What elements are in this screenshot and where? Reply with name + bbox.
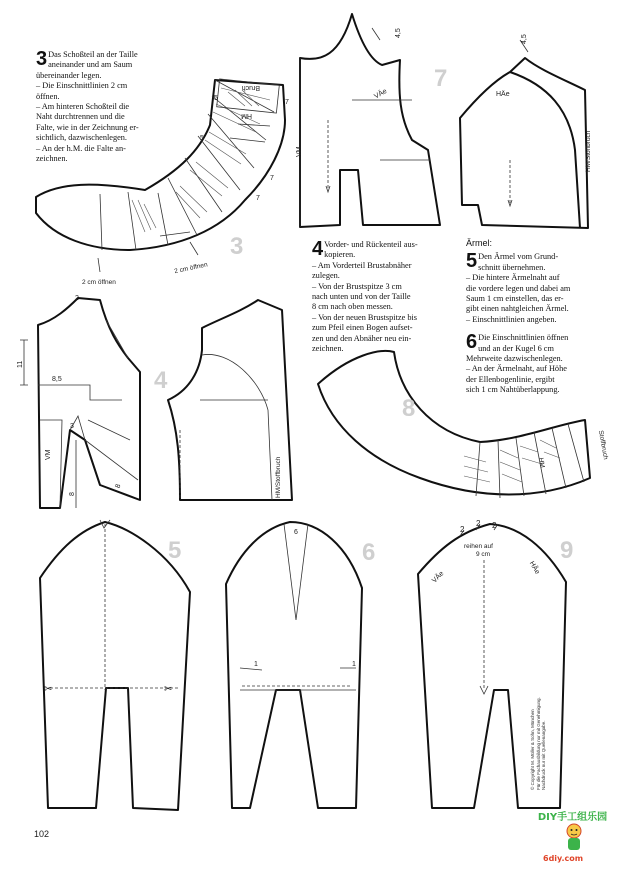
- step-6-line: der Ellenbogenlinie, ergibt: [466, 374, 555, 384]
- step-4-line: zum Pfeil einen Bogen aufset-: [312, 323, 413, 333]
- fig3-mark-7a: 7: [285, 99, 289, 106]
- fig6-sleeve-outline: [226, 522, 362, 808]
- fig7-front-outline: [300, 14, 440, 227]
- fig6-number: 6: [362, 539, 376, 566]
- fig8-hm-label: HM: [536, 457, 546, 469]
- step-5-block: [466, 252, 604, 325]
- fig9-mark-2c: 2: [492, 521, 497, 530]
- instruction-aermel: [466, 238, 604, 396]
- step-3-numeral: 3: [36, 48, 48, 70]
- fig4-mark-85: 8,5: [52, 376, 62, 383]
- fig4-number: 4: [154, 367, 168, 394]
- fig9-vae-label: VÄe: [431, 570, 446, 585]
- instruction-step-3: [36, 50, 186, 164]
- step-5-line: gibt einen nahtgleichen Ärmel.: [466, 304, 569, 314]
- fig7-back-outline: [460, 58, 588, 228]
- fig3-stoffbruch-label: Bruch: [241, 84, 260, 91]
- step-5-line: schnitt übernehmen.: [478, 262, 546, 272]
- fig3-hm-label: HM: [241, 112, 252, 119]
- step-4-line: zen und den Abnäher neu ein-: [312, 333, 412, 343]
- step-4-line: – Am Vorderteil Brustabnäher: [312, 260, 412, 270]
- fig9-mark-2b: 2: [476, 519, 481, 528]
- fig4-hm-label: HM/Stoffbruch: [275, 456, 282, 498]
- fig6-mark-1a: 1: [254, 661, 258, 668]
- step-4-numeral: 4: [312, 238, 324, 260]
- fig9-reihen-label: reihen auf: [464, 543, 493, 550]
- step-5-line: die vordere legen und dabei am: [466, 283, 571, 293]
- fig9-reihen-value: 9 cm: [476, 551, 491, 558]
- step-6-line: Mehrweite dazwischenlegen.: [466, 354, 563, 364]
- fig7-vm-label: VM: [296, 146, 303, 157]
- step-5-line: Saum 1 cm einstellen, das er-: [466, 294, 564, 304]
- fig4-mark-8b: 8: [114, 483, 123, 490]
- mascot-icon: [563, 822, 585, 852]
- step-4-line: nach unten und von der Taille: [312, 292, 411, 302]
- fig4-mark-8a: 8: [69, 492, 76, 496]
- figure-5-sleeve: [40, 520, 190, 810]
- step-6-numeral: 6: [466, 331, 478, 354]
- fig9-hae-label: HÄe: [527, 560, 541, 576]
- figure-6-sleeve: [226, 522, 375, 808]
- figure-4-bodice: [17, 295, 292, 508]
- site-watermark: [535, 808, 610, 868]
- instruction-step-4: [312, 240, 457, 354]
- fig5-number: 5: [168, 537, 182, 564]
- step-5-line: Den Ärmel vom Grund-: [478, 252, 559, 262]
- fig4-vm-label: VM: [45, 449, 52, 460]
- step-3-line: übereinander legen.: [36, 70, 102, 80]
- step-3-line: zeichnen.: [36, 154, 68, 164]
- fig4-mark-11: 11: [17, 360, 24, 368]
- step-6-line: – An der Ärmelnaht, auf Höhe: [466, 364, 567, 374]
- fig7-mark-45a: 4,5: [395, 28, 402, 38]
- step-4-line: kopieren.: [324, 250, 356, 260]
- watermark-text: DIY手工组乐园: [537, 812, 608, 823]
- figure-9-sleeve: [418, 519, 573, 808]
- step-3-line: sichtlich, dazwischenlegen.: [36, 133, 128, 143]
- fig5-sleeve-outline: [40, 522, 190, 810]
- fig8-stoffbruch-label: Stoffbruch: [596, 429, 609, 461]
- step-3-line: – An der h.M. die Falte an-: [36, 143, 126, 153]
- fig3-open-label-1: 2 cm öffnen: [82, 279, 116, 286]
- fig6-mark-6: 6: [294, 529, 298, 536]
- fig7-number: 7: [434, 65, 448, 92]
- copyright-line: Nachdruck nur mit Quellenangabe.: [541, 720, 546, 790]
- step-5-numeral: 5: [466, 250, 478, 273]
- step-4-line: 8 cm nach oben messen.: [312, 302, 393, 312]
- step-5-line: – Die hintere Ärmelnaht auf: [466, 273, 560, 283]
- fig9-number: 9: [560, 537, 574, 564]
- fig5-scissors-left: ✂: [44, 684, 53, 695]
- fig3-mark-5a: 5: [214, 95, 218, 102]
- step-6-line: Die Einschnittlinien öffnen: [478, 333, 569, 343]
- step-6-line: sich 1 cm Nahtüberlappung.: [466, 385, 560, 395]
- fig3-open-label-2: 2 cm öffnen: [173, 261, 209, 276]
- step-3-line: Falte, wie in der Zeichnung er-: [36, 122, 139, 132]
- copyright-note: [527, 560, 547, 790]
- step-6-line: und an der Kugel 6 cm: [478, 343, 554, 353]
- fig7-hm-label: HM/Stoffbruch: [585, 130, 592, 172]
- step-3-line: öffnen.: [36, 91, 60, 101]
- step-3-line: aneinander und am Saum: [48, 60, 133, 70]
- fig4-front-outline: [38, 298, 140, 508]
- copyright-line: Für die Fachausbildung nur mit Genehmigung.: [535, 697, 541, 790]
- step-4-line: zulegen.: [312, 271, 340, 281]
- step-3-line: Naht durchtrennen und die: [36, 112, 125, 122]
- aermel-heading: Ärmel:: [466, 238, 493, 248]
- step-4-line: – Von der neuen Brustspitze bis: [312, 312, 418, 322]
- fig5-scissors-right: ✂: [164, 684, 173, 695]
- fig3-mark-7b: 7: [270, 175, 274, 182]
- fig3-mark-7c: 7: [256, 195, 260, 202]
- step-3-line: – Die Einschnittlinien 2 cm: [36, 81, 128, 91]
- fig3-number: 3: [230, 233, 244, 260]
- step-3-line: – Am hinteren Schoßteil die: [36, 102, 130, 112]
- fig8-number: 8: [402, 395, 416, 422]
- fig7-mark-45b: 4,5: [521, 34, 528, 44]
- watermark-site: 6diy.com: [543, 854, 584, 863]
- page-number: 102: [34, 829, 50, 839]
- step-4-line: zeichnen.: [312, 344, 344, 354]
- figure-7-bodice: [296, 14, 592, 228]
- step-6-block: [466, 333, 604, 395]
- step-4-line: Vorder- und Rückenteil aus-: [324, 240, 418, 249]
- fig3-mark-5b: 5: [200, 135, 204, 142]
- copyright-line: © Copyright M. Müller & Sohn, München: [530, 709, 535, 790]
- fig4-mark-3: 3: [70, 423, 74, 430]
- step-3-line: Das Schoßteil an der Taille: [48, 50, 138, 59]
- step-5-line: – Einschnittlinien angeben.: [466, 314, 557, 324]
- fig6-mark-1b: 1: [352, 661, 356, 668]
- fig7-hae-label: HÄe: [496, 91, 510, 98]
- fig4-mark-2: 2: [75, 295, 79, 302]
- fig9-mark-2a: 2: [460, 525, 465, 534]
- fig7-vae-label: VÄe: [373, 87, 389, 101]
- step-4-line: – Von der Brustspitze 3 cm: [312, 281, 402, 291]
